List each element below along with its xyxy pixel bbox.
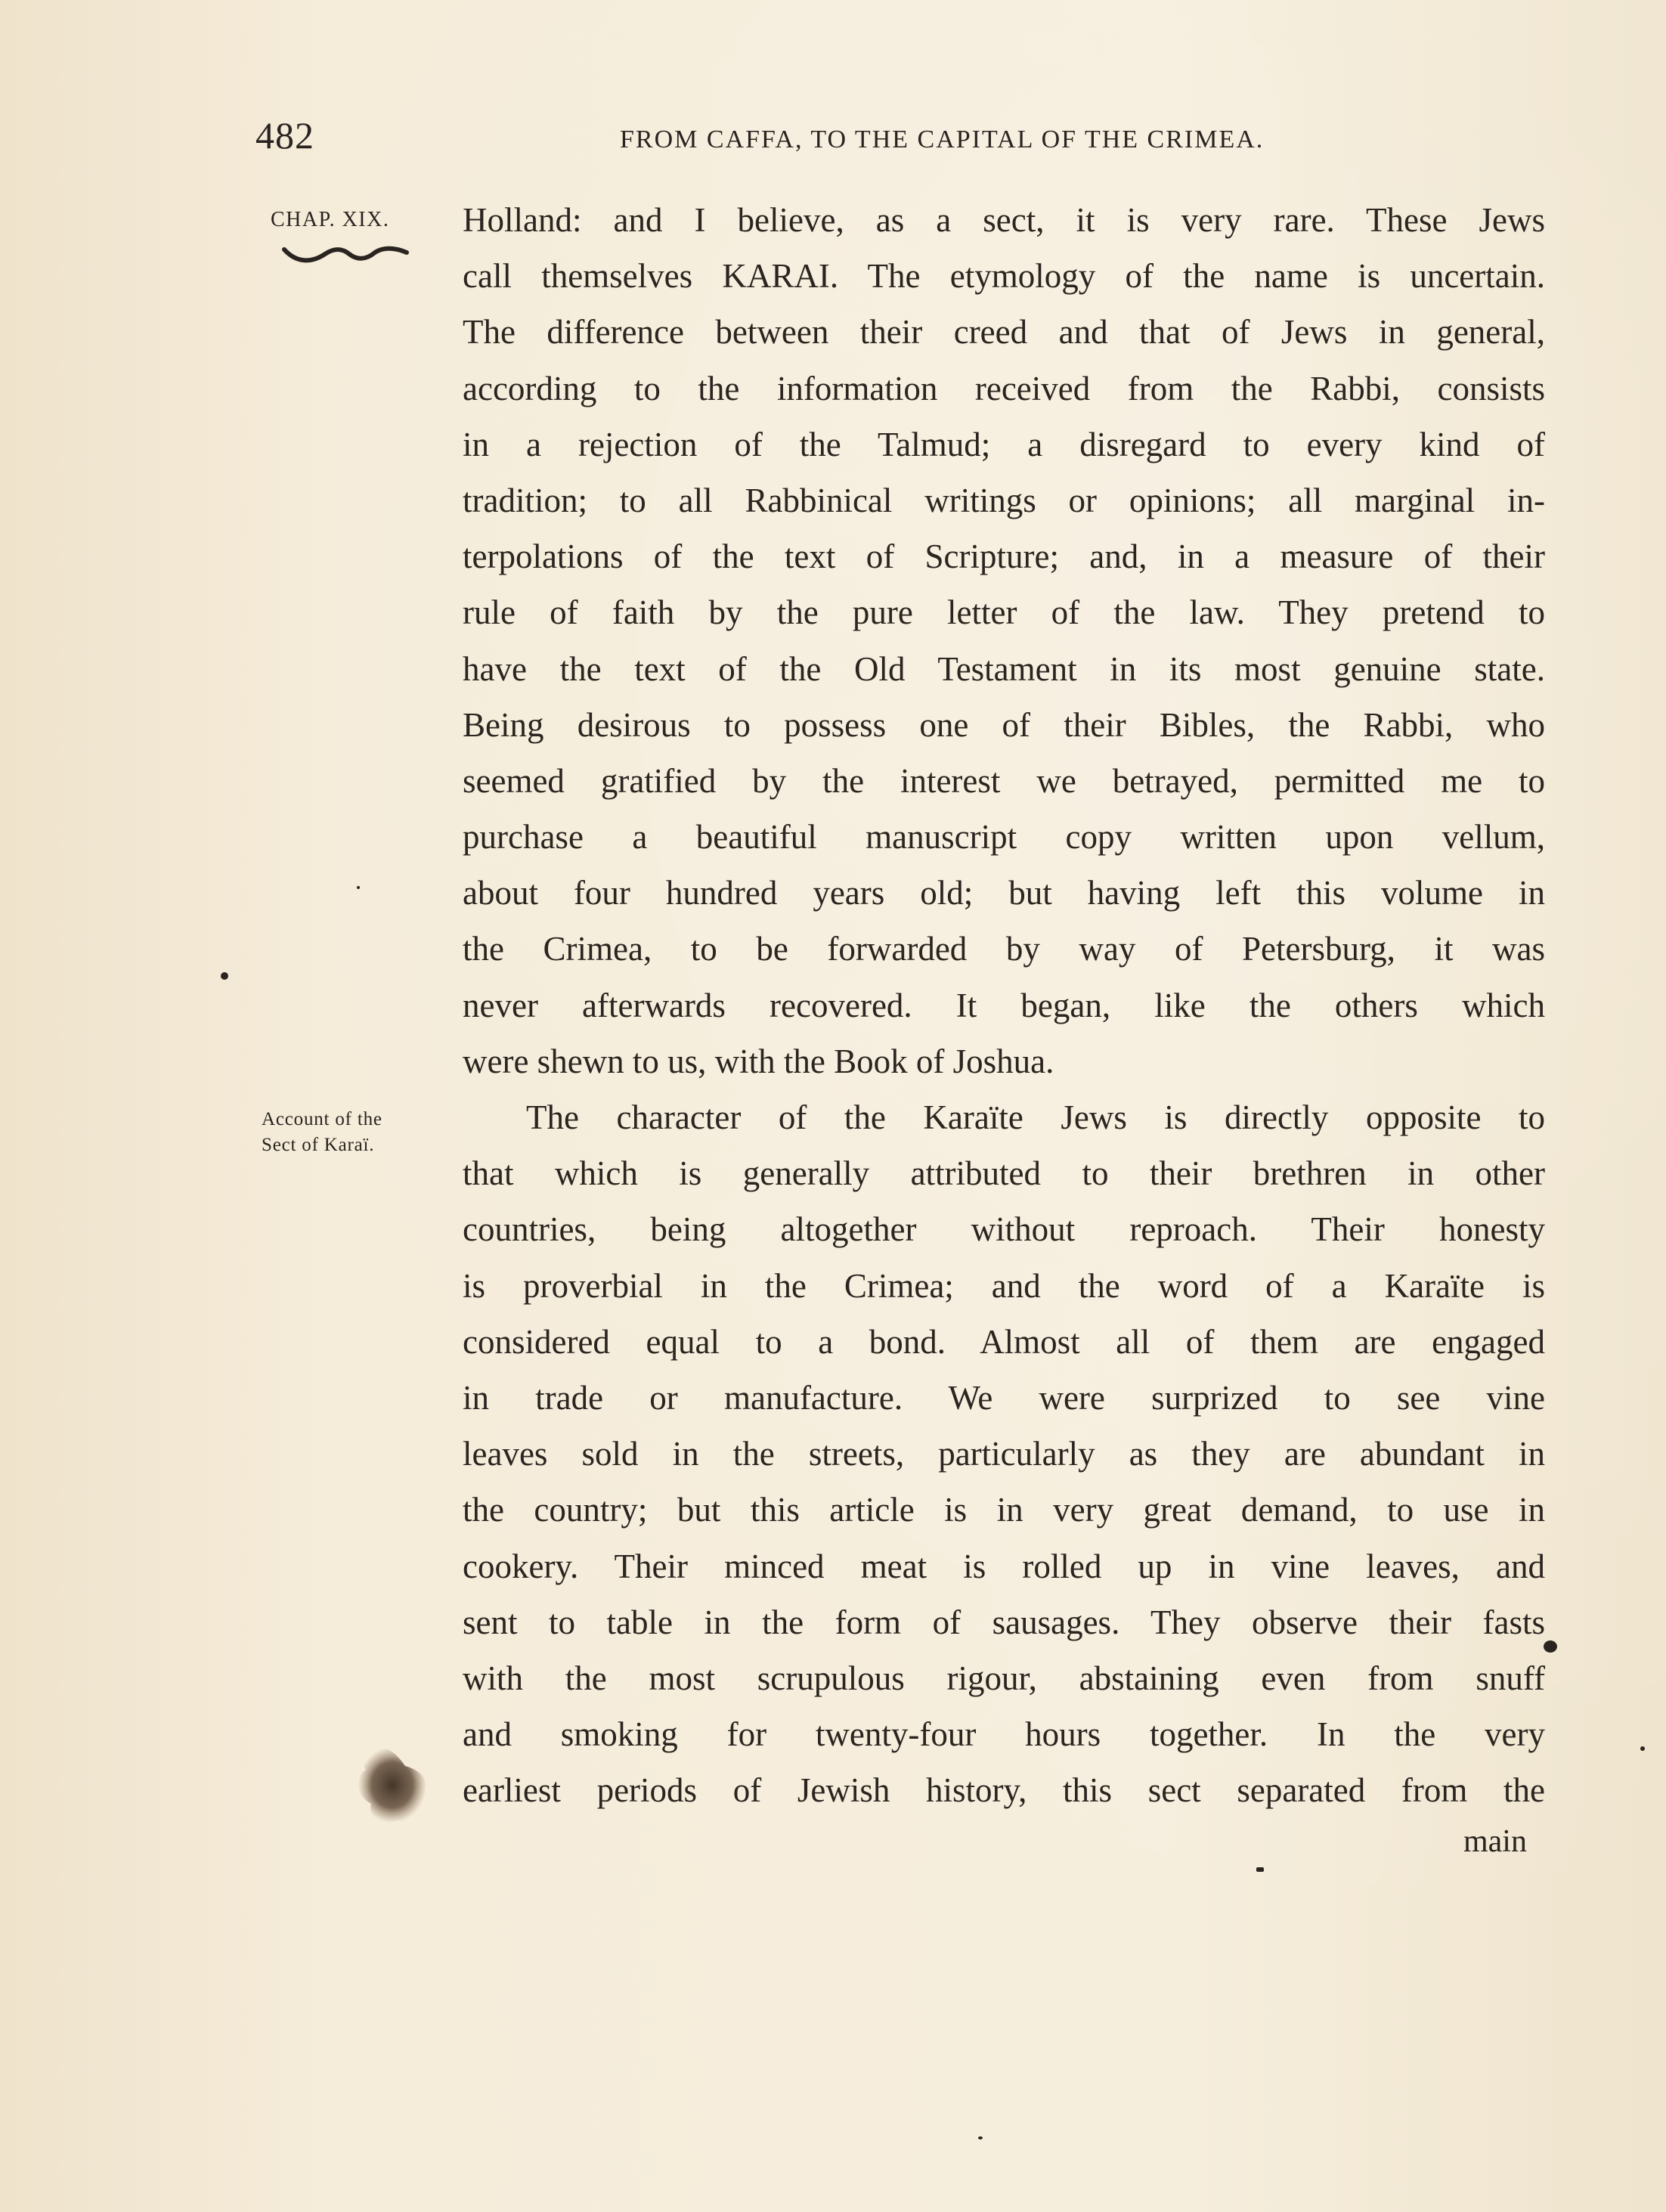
text-line: never afterwards recovered. It began, like the others which (463, 986, 1545, 1024)
text-line: the Crimea, to be forwarded by way of Petersburg, it was (463, 930, 1545, 968)
text-line: call themselves KARAI. The etymology of the name is uncertain. (463, 257, 1545, 296)
text-line: sent to table in the form of sausages. They observe their fasts (463, 1603, 1545, 1641)
text-line: were shewn to us, with the Book of Joshua. (463, 1042, 1054, 1080)
text-line: with the most scrupulous rigour, abstaining even from snuff (463, 1659, 1545, 1697)
sidenote-line: Account of the (262, 1109, 382, 1129)
text-line: earliest periods of Jewish history, this sect separated from the (463, 1771, 1545, 1810)
sidenote-line: Sect of Karaï. (262, 1135, 375, 1155)
text-line: Being desirous to possess one of their Bibles, the Rabbi, who (463, 705, 1545, 744)
text-line: that which is generally attributed to their brethren in other (463, 1154, 1545, 1193)
text-line: leaves sold in the streets, particularly as they are abundant in (463, 1435, 1545, 1473)
text-line: countries, being altogether without reproach. Their honesty (463, 1210, 1545, 1249)
text-line: The character of the Karaïte Jews is directly opposite to (526, 1098, 1545, 1136)
ink-speck (1640, 1746, 1645, 1751)
text-line: in a rejection of the Talmud; a disregard to every kind of (463, 425, 1545, 463)
text-line: rule of faith by the pure letter of the law. They pretend to (463, 593, 1545, 632)
text-line: purchase a beautiful manuscript copy written upon vellum, (463, 818, 1545, 857)
running-title: FROM CAFFA, TO THE CAPITAL OF THE CRIMEA. (620, 125, 1265, 153)
text-line: The difference between their creed and that of Jews in general, (463, 313, 1545, 352)
sidenote (262, 1107, 382, 1158)
text-line: tradition; to all Rabbinical writings or opinions; all marginal in- (463, 481, 1545, 519)
page-number: 482 (255, 114, 314, 156)
text-line: terpolations of the text of Scripture; and, in a measure of their (463, 538, 1545, 576)
chapter-label: CHAP. XIX. (271, 208, 390, 231)
ink-speck (357, 886, 360, 889)
text-line: according to the information received from the Rabbi, consists (463, 369, 1545, 407)
body-text (463, 192, 1545, 1818)
ink-speck (978, 2136, 983, 2139)
chapter-ornament-icon (281, 243, 410, 266)
text-line: in trade or manufacture. We were surprized to see vine (463, 1378, 1545, 1417)
text-line: is proverbial in the Crimea; and the word of a Karaïte is (463, 1266, 1545, 1305)
text-line: the country; but this article is in very great demand, to use in (463, 1491, 1545, 1529)
text-line: Holland: and I believe, as a sect, it is very rare. These Jews (463, 201, 1545, 239)
text-line: about four hundred years old; but having left this volume in (463, 874, 1545, 912)
text-line: have the text of the Old Testament in its most genuine state. (463, 649, 1545, 688)
text-line: seemed gratified by the interest we betrayed, permitted me to (463, 761, 1545, 800)
catchword: main (1463, 1824, 1527, 1859)
ink-speck (1256, 1867, 1264, 1872)
ink-speck (221, 972, 228, 980)
ink-stain-icon (345, 1736, 443, 1834)
text-line: cookery. Their minced meat is rolled up in vine leaves, and (463, 1547, 1545, 1585)
text-line: considered equal to a bond. Almost all of them are engaged (463, 1322, 1545, 1361)
text-line: and smoking for twenty-four hours together. In the very (463, 1715, 1545, 1754)
ink-speck (1544, 1640, 1557, 1653)
